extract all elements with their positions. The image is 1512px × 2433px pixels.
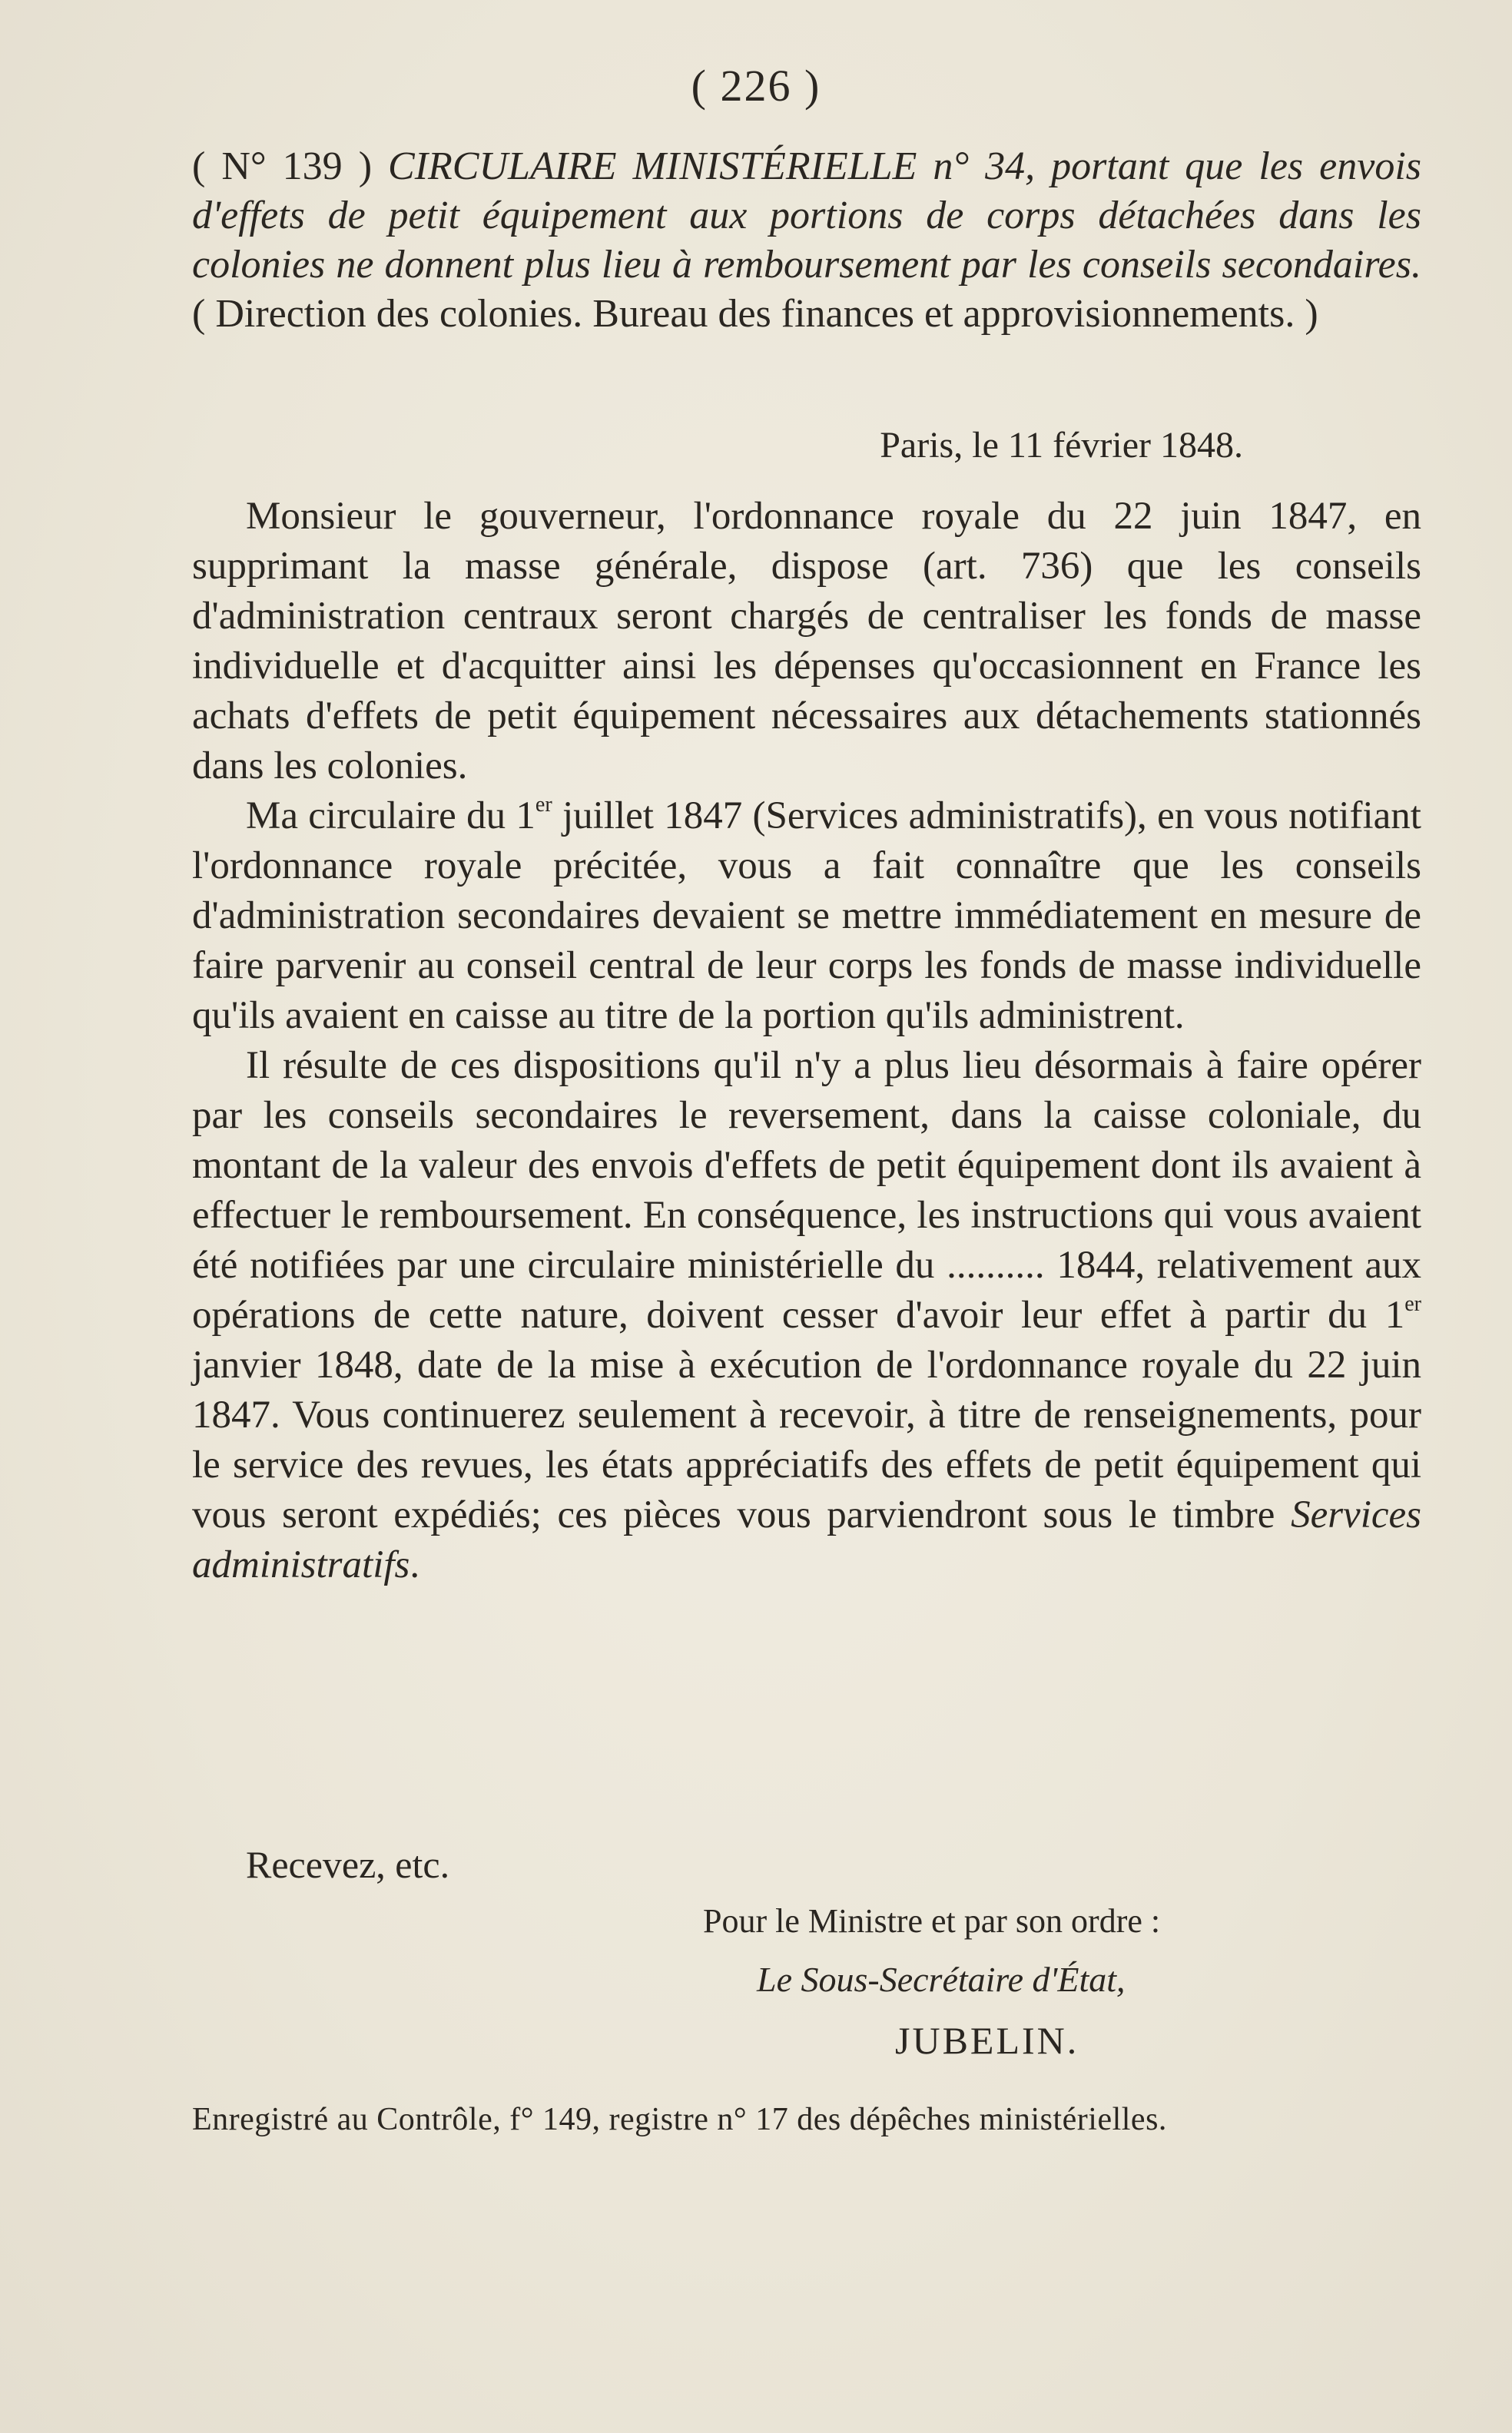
circular-direction: ( Direction des colonies. Bureau des finances et approvisionnements. )	[192, 292, 1318, 336]
circular-title: CIRCULAIRE MINISTÉRIELLE n° 34, portant que les envois d'effets de petit équipement aux portions de corps détachées dans les colonies ne donnent plus lieu à remboursement par les conseils secondaires.	[192, 144, 1422, 287]
paragraph-1	[192, 492, 1421, 791]
paragraph-2	[192, 791, 1421, 1041]
registration-note: Enregistré au Contrôle, f° 149, registre n° 17 des dépêches ministérielles.	[192, 2102, 1167, 2137]
paragraph-2-superscript: er	[535, 793, 552, 817]
signature-name: JUBELIN.	[895, 2019, 1079, 2062]
paragraph-1-text: Monsieur le gouverneur, l'ordonnance royale du 22 juin 1847, en supprimant la masse générale, dispose (art. 736) que les conseils d'administration centraux seront chargés de centraliser les fonds de masse individuelle et d'acquitter ainsi les dépenses qu'occasionnent en France les achats d'effets de petit équipement nécessaires aux détachements stationnés dans les colonies.	[192, 495, 1421, 787]
paragraph-3-italic: Services administratifs	[192, 1493, 1421, 1586]
signature-line-2: Le Sous-Secrétaire d'État,	[757, 1960, 1126, 1999]
page-number: ( 226 )	[691, 61, 821, 111]
signature-line-1: Pour le Ministre et par son ordre :	[703, 1902, 1161, 1940]
circular-number: ( N° 139 )	[192, 144, 389, 188]
paragraph-2-text-a: Ma circulaire du 1	[246, 794, 536, 837]
dateline: Paris, le 11 février 1848.	[880, 425, 1243, 466]
paragraph-3-end: .	[410, 1543, 420, 1586]
paragraph-3	[192, 1041, 1421, 1590]
paragraph-3-text-b: janvier 1848, date de la mise à exécution de l'ordonnance royale du 22 juin 1847. Vous continuerez seulement à recevoir, à titre de renseignements, pour le service des revues, les états appréciatifs des effets de petit équipement qui vous seront expédiés; ces pièces vous parviendront sous le timbre	[192, 1344, 1421, 1536]
closing-formula: Recevez, etc.	[246, 1843, 450, 1886]
paragraph-2-text-b: juillet 1847 (Services administratifs), en vous notifiant l'ordonnance royale précitée, vous a fait connaître que les conseils d'administration secondaires devaient se mettre immédiatement en mesure de faire parvenir au conseil central de leur corps les fonds de masse individuelle qu'ils avaient en caisse au titre de la portion qu'ils administrent.	[192, 794, 1421, 1037]
letter-body	[192, 492, 1421, 1590]
paragraph-3-superscript: er	[1404, 1292, 1421, 1316]
circular-heading	[192, 142, 1421, 339]
paragraph-3-text-a: Il résulte de ces dispositions qu'il n'y a plus lieu désormais à faire opérer par les conseils secondaires le reversement, dans la caisse coloniale, du montant de la valeur des envois d'effets de petit équipement dont ils avaient à effectuer le remboursement. En conséquence, les instructions qui vous avaient été notifiées par une circulaire ministérielle du .......... 1844, relativement aux opérations de cette nature, doivent cesser d'avoir leur effet à partir du 1	[192, 1044, 1421, 1337]
